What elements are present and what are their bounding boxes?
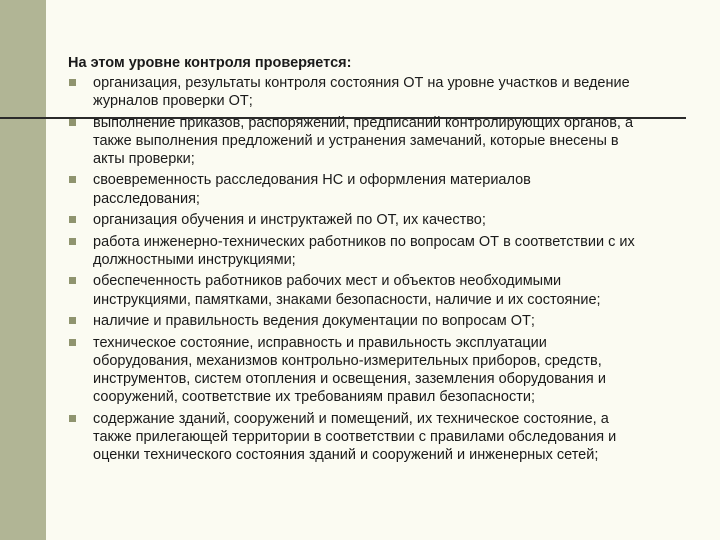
list-item-line: техническое состояние, исправность и правильность эксплуатации [93,334,547,351]
square-bullet-icon [69,79,76,86]
list-item-line: обеспеченность работников рабочих мест и объектов необходимыми [93,273,562,290]
list-item [68,211,708,229]
list-item-line: своевременность расследования НС и оформления материалов [93,172,531,189]
list-item [68,334,708,406]
list-item-line: инструментов, систем отопления и освещения, заземления оборудования и [93,370,606,387]
list-item-line: также прилегающей территории в соответствии с правилами обследования и [93,428,617,445]
bullet-list [68,74,708,464]
square-bullet-icon [69,216,76,223]
slide-content [68,52,708,467]
list-item-line: оценки технического состояния зданий и сооружений и инженерных сетей; [93,446,599,463]
list-item-line: организация обучения и инструктажей по ОТ, их качество; [93,212,486,229]
square-bullet-icon [69,238,76,245]
square-bullet-icon [69,277,76,284]
list-item [68,233,708,269]
list-item-line: должностными инструкциями; [93,251,296,268]
list-item-line: содержание зданий, сооружений и помещений, их техническое состояние, а [93,410,609,427]
slide-heading: На этом уровне контроля проверяется: [68,55,352,71]
list-item-line: акты проверки; [93,150,195,167]
list-item-line: инструкциями, памятками, знаками безопасности, наличие и их состояние; [93,291,601,308]
list-item [68,410,708,464]
list-item [68,74,708,110]
square-bullet-icon [69,339,76,346]
list-item-line: наличие и правильность ведения документации по вопросам ОТ; [93,313,535,330]
list-item-line: также выполнения предложений и устранения замечаний, которые внесены в [93,132,619,149]
list-item-line: расследования; [93,190,200,207]
list-item [68,171,708,207]
list-item [68,114,708,168]
list-item-line: оборудования, механизмов контрольно-измерительных приборов, средств, [93,352,602,369]
list-item [68,312,708,330]
list-item-line: организация, результаты контроля состояния ОТ на уровне участков и ведение [93,75,630,91]
square-bullet-icon [69,119,76,126]
list-item-line: журналов проверки ОТ; [93,93,253,110]
list-item-line: работа инженерно-технических работников по вопросам ОТ в соответствии с их [93,233,635,250]
square-bullet-icon [69,176,76,183]
list-item [68,272,708,308]
left-decorative-bar [0,0,46,540]
square-bullet-icon [69,415,76,422]
list-item-line: выполнение приказов, распоряжений, предписаний контролирующих органов, а [93,114,634,131]
square-bullet-icon [69,317,76,324]
list-item-line: сооружений, соответствие их требованиям правил безопасности; [93,389,536,405]
